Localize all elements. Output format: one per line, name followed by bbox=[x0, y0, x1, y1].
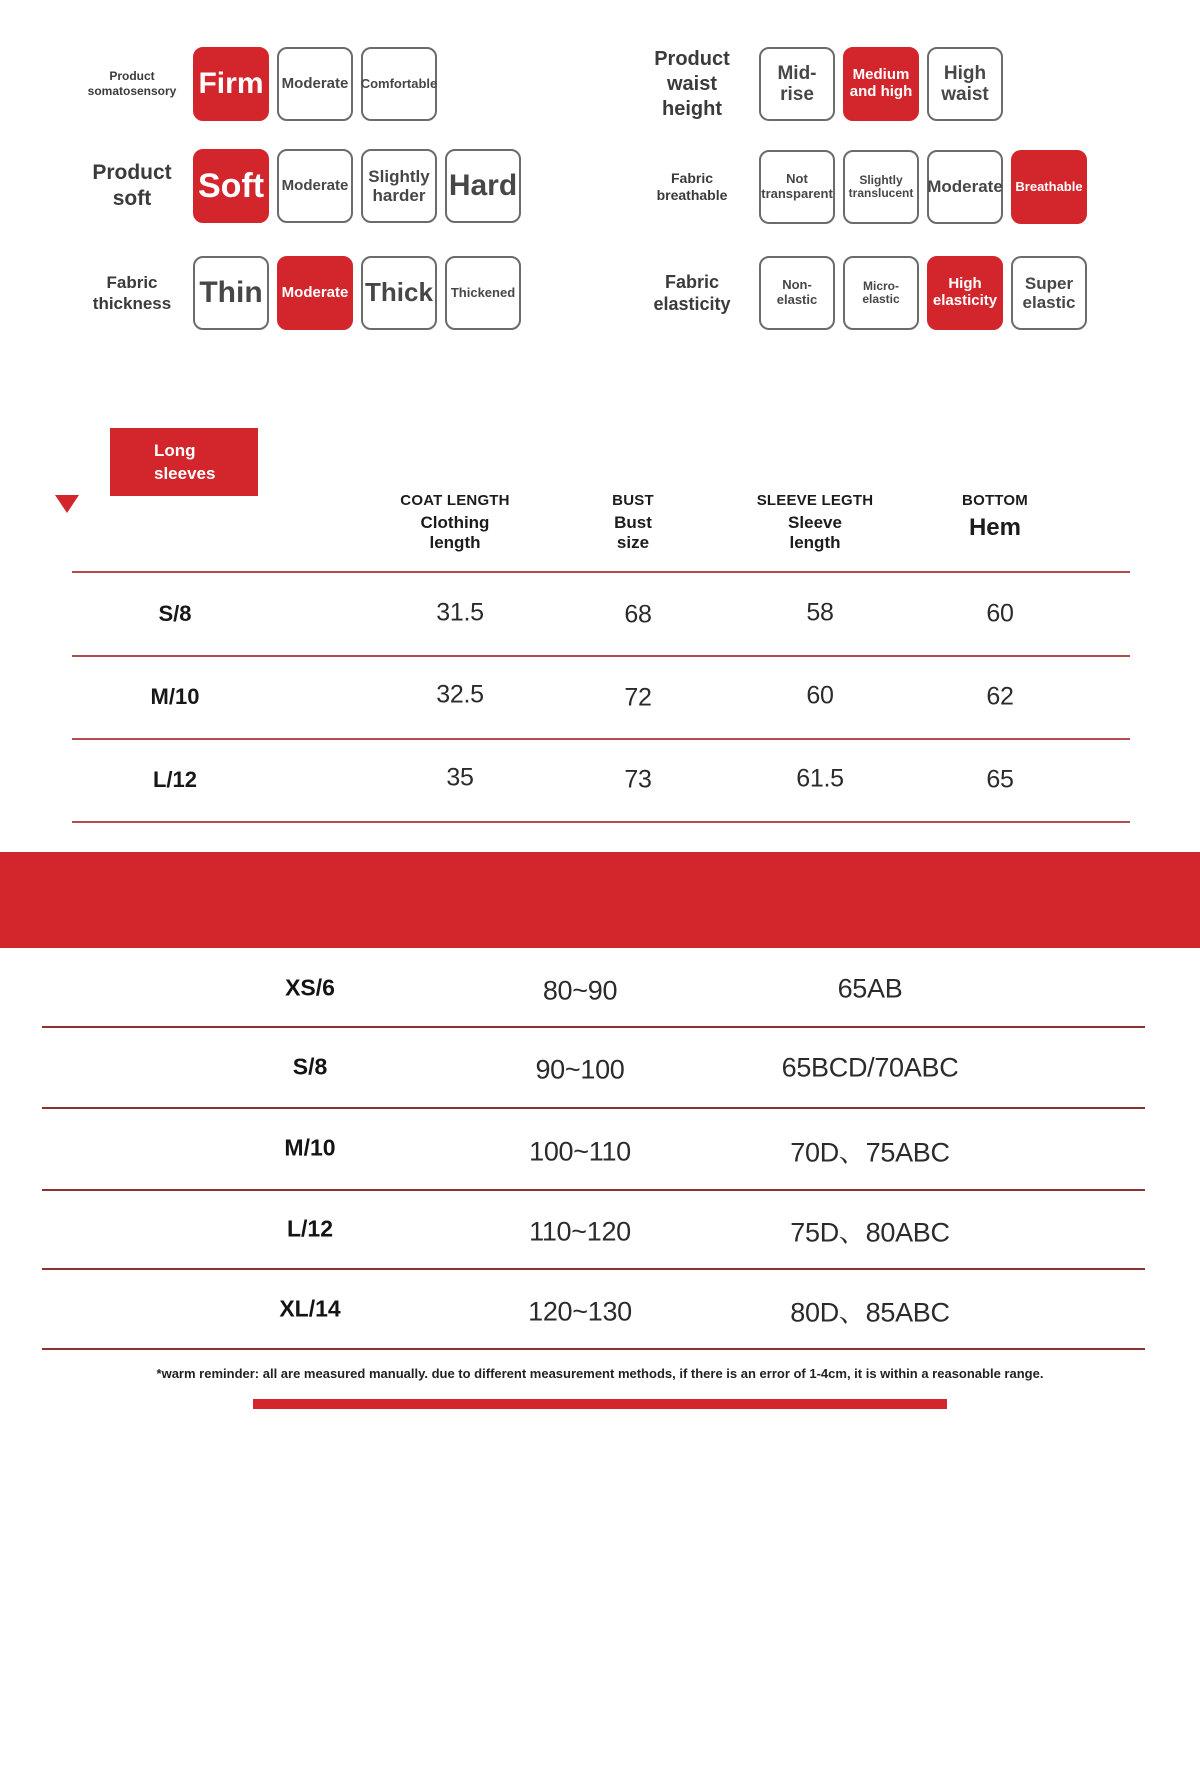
option-mid-rise: Mid-rise bbox=[759, 47, 835, 121]
bottom-red-strip bbox=[253, 1399, 947, 1409]
option-medium-and-high: Medium and high bbox=[843, 47, 919, 121]
column-header-bottom bbox=[962, 492, 1028, 542]
sleeve-length-value: 61.5 bbox=[796, 764, 844, 793]
bust-value: 72 bbox=[624, 683, 652, 712]
option-group bbox=[193, 256, 521, 330]
attribute-row-thickness bbox=[76, 256, 521, 330]
attribute-label-breathable: Fabric breathable bbox=[656, 169, 728, 203]
column-header-en: BOTTOM bbox=[962, 492, 1028, 509]
table-line bbox=[42, 1348, 1145, 1350]
cup-value: 75D、80ABC bbox=[790, 1217, 950, 1248]
attribute-label-somatosensory: Product somatosensory bbox=[87, 69, 177, 98]
option-moderate: Moderate bbox=[277, 149, 353, 223]
table-line bbox=[72, 571, 1130, 573]
column-header-sub: Hem bbox=[968, 514, 1022, 541]
sleeve-length-value: 60 bbox=[806, 681, 834, 710]
option-high-elasticity: High elasticity bbox=[927, 256, 1003, 330]
column-header-sub: Clothing length bbox=[420, 513, 490, 552]
size-label: S/8 bbox=[292, 1053, 328, 1080]
option-micro-elastic: Micro-elastic bbox=[843, 256, 919, 330]
option-thin: Thin bbox=[193, 256, 269, 330]
attribute-row-soft bbox=[76, 149, 521, 223]
recommended-size-header: Recommended size bbox=[237, 1729, 381, 1775]
coat-length-value: 31.5 bbox=[436, 598, 484, 627]
size-label: XS/6 bbox=[285, 974, 335, 1001]
attribute-row-somatosensory bbox=[76, 47, 437, 121]
hem-value: 62 bbox=[986, 682, 1014, 711]
bust-value: 73 bbox=[624, 765, 652, 794]
attribute-label-soft: Product soft bbox=[92, 160, 172, 210]
column-header-en: SLEEVE LEGTH bbox=[756, 492, 874, 509]
option-comfortable: Comfortable bbox=[361, 47, 437, 121]
table-line bbox=[42, 1189, 1145, 1191]
table-line bbox=[42, 1026, 1145, 1028]
coat-length-value: 35 bbox=[446, 763, 474, 792]
bust-value: 68 bbox=[624, 600, 652, 629]
option-hard: Hard bbox=[445, 149, 521, 223]
size-label: L/12 bbox=[152, 767, 198, 792]
option-moderate: Moderate bbox=[277, 256, 353, 330]
option-soft: Soft bbox=[193, 149, 269, 223]
column-header-sleeve-length bbox=[757, 492, 874, 552]
option-thick: Thick bbox=[361, 256, 437, 330]
option-breathable: Breathable bbox=[1011, 150, 1087, 224]
option-non-elastic: Non-elastic bbox=[759, 256, 835, 330]
option-moderate: Moderate bbox=[277, 47, 353, 121]
warm-reminder-note: *warm reminder: all are measured manually. due to different measurement methods, if there is an error of 1-4cm, it is within a reasonable range. bbox=[156, 1366, 1044, 1381]
column-header-sub: Sleeve length bbox=[788, 513, 842, 552]
size-label: XL/14 bbox=[279, 1295, 341, 1322]
attribute-row-waist-height bbox=[636, 47, 1003, 121]
weight-value: 80~90 bbox=[542, 975, 618, 1006]
weight-value: 100~110 bbox=[529, 1136, 631, 1167]
column-header-sub: Bust size bbox=[614, 513, 652, 552]
long-sleeves-tag: Long sleeves bbox=[110, 428, 258, 496]
option-super-elastic: Super elastic bbox=[1011, 256, 1087, 330]
table-line bbox=[72, 821, 1130, 823]
option-slightly-translucent: Slightly translucent bbox=[843, 150, 919, 224]
sleeve-length-value: 58 bbox=[806, 598, 834, 627]
option-thickened: Thickened bbox=[445, 256, 521, 330]
coat-length-value: 32.5 bbox=[436, 680, 484, 709]
tag-pointer bbox=[55, 495, 79, 513]
option-group bbox=[759, 150, 1087, 224]
attribute-label-thickness: Fabric thickness bbox=[92, 272, 172, 313]
column-header-bust bbox=[609, 492, 657, 552]
column-header-coat-length bbox=[400, 492, 509, 552]
option-group bbox=[193, 149, 521, 223]
column-header-en: BUST bbox=[612, 492, 654, 509]
weight-value: 90~100 bbox=[535, 1054, 625, 1085]
weight-value: 120~130 bbox=[528, 1296, 632, 1327]
hem-value: 65 bbox=[986, 765, 1014, 794]
option-slightly-harder: Slightly harder bbox=[361, 149, 437, 223]
option-moderate: Moderate bbox=[927, 150, 1003, 224]
option-group bbox=[193, 47, 437, 121]
size-label: M/10 bbox=[150, 684, 200, 709]
attribute-row-breathable bbox=[636, 150, 1087, 224]
cup-value: 80D、85ABC bbox=[790, 1297, 950, 1328]
option-group bbox=[759, 256, 1087, 330]
cup-value: 65AB bbox=[837, 973, 903, 1004]
table-line bbox=[42, 1107, 1145, 1109]
hem-value: 60 bbox=[986, 599, 1014, 628]
cup-header: Cup bbox=[829, 1728, 911, 1775]
table-line bbox=[72, 655, 1130, 657]
column-header-en: COAT LENGTH bbox=[400, 492, 510, 509]
table-line bbox=[72, 738, 1130, 740]
option-high-waist: High waist bbox=[927, 47, 1003, 121]
size-label: M/10 bbox=[284, 1134, 336, 1161]
table-line bbox=[42, 1268, 1145, 1270]
attribute-row-elasticity bbox=[636, 256, 1087, 330]
weight-header: Weight (jin) bbox=[560, 1719, 650, 1783]
option-not-transparent: Not transparent bbox=[759, 150, 835, 224]
attribute-label-elasticity: Fabric elasticity bbox=[653, 271, 731, 314]
attribute-label-waist-height: Product waist height bbox=[654, 47, 730, 120]
option-group bbox=[759, 47, 1003, 121]
size-label: S/8 bbox=[158, 601, 192, 626]
size-label: L/12 bbox=[286, 1215, 334, 1242]
weight-value: 110~120 bbox=[529, 1216, 631, 1247]
cup-value: 65BCD/70ABC bbox=[781, 1052, 959, 1083]
option-firm: Firm bbox=[193, 47, 269, 121]
cup-value: 70D、75ABC bbox=[790, 1137, 950, 1168]
